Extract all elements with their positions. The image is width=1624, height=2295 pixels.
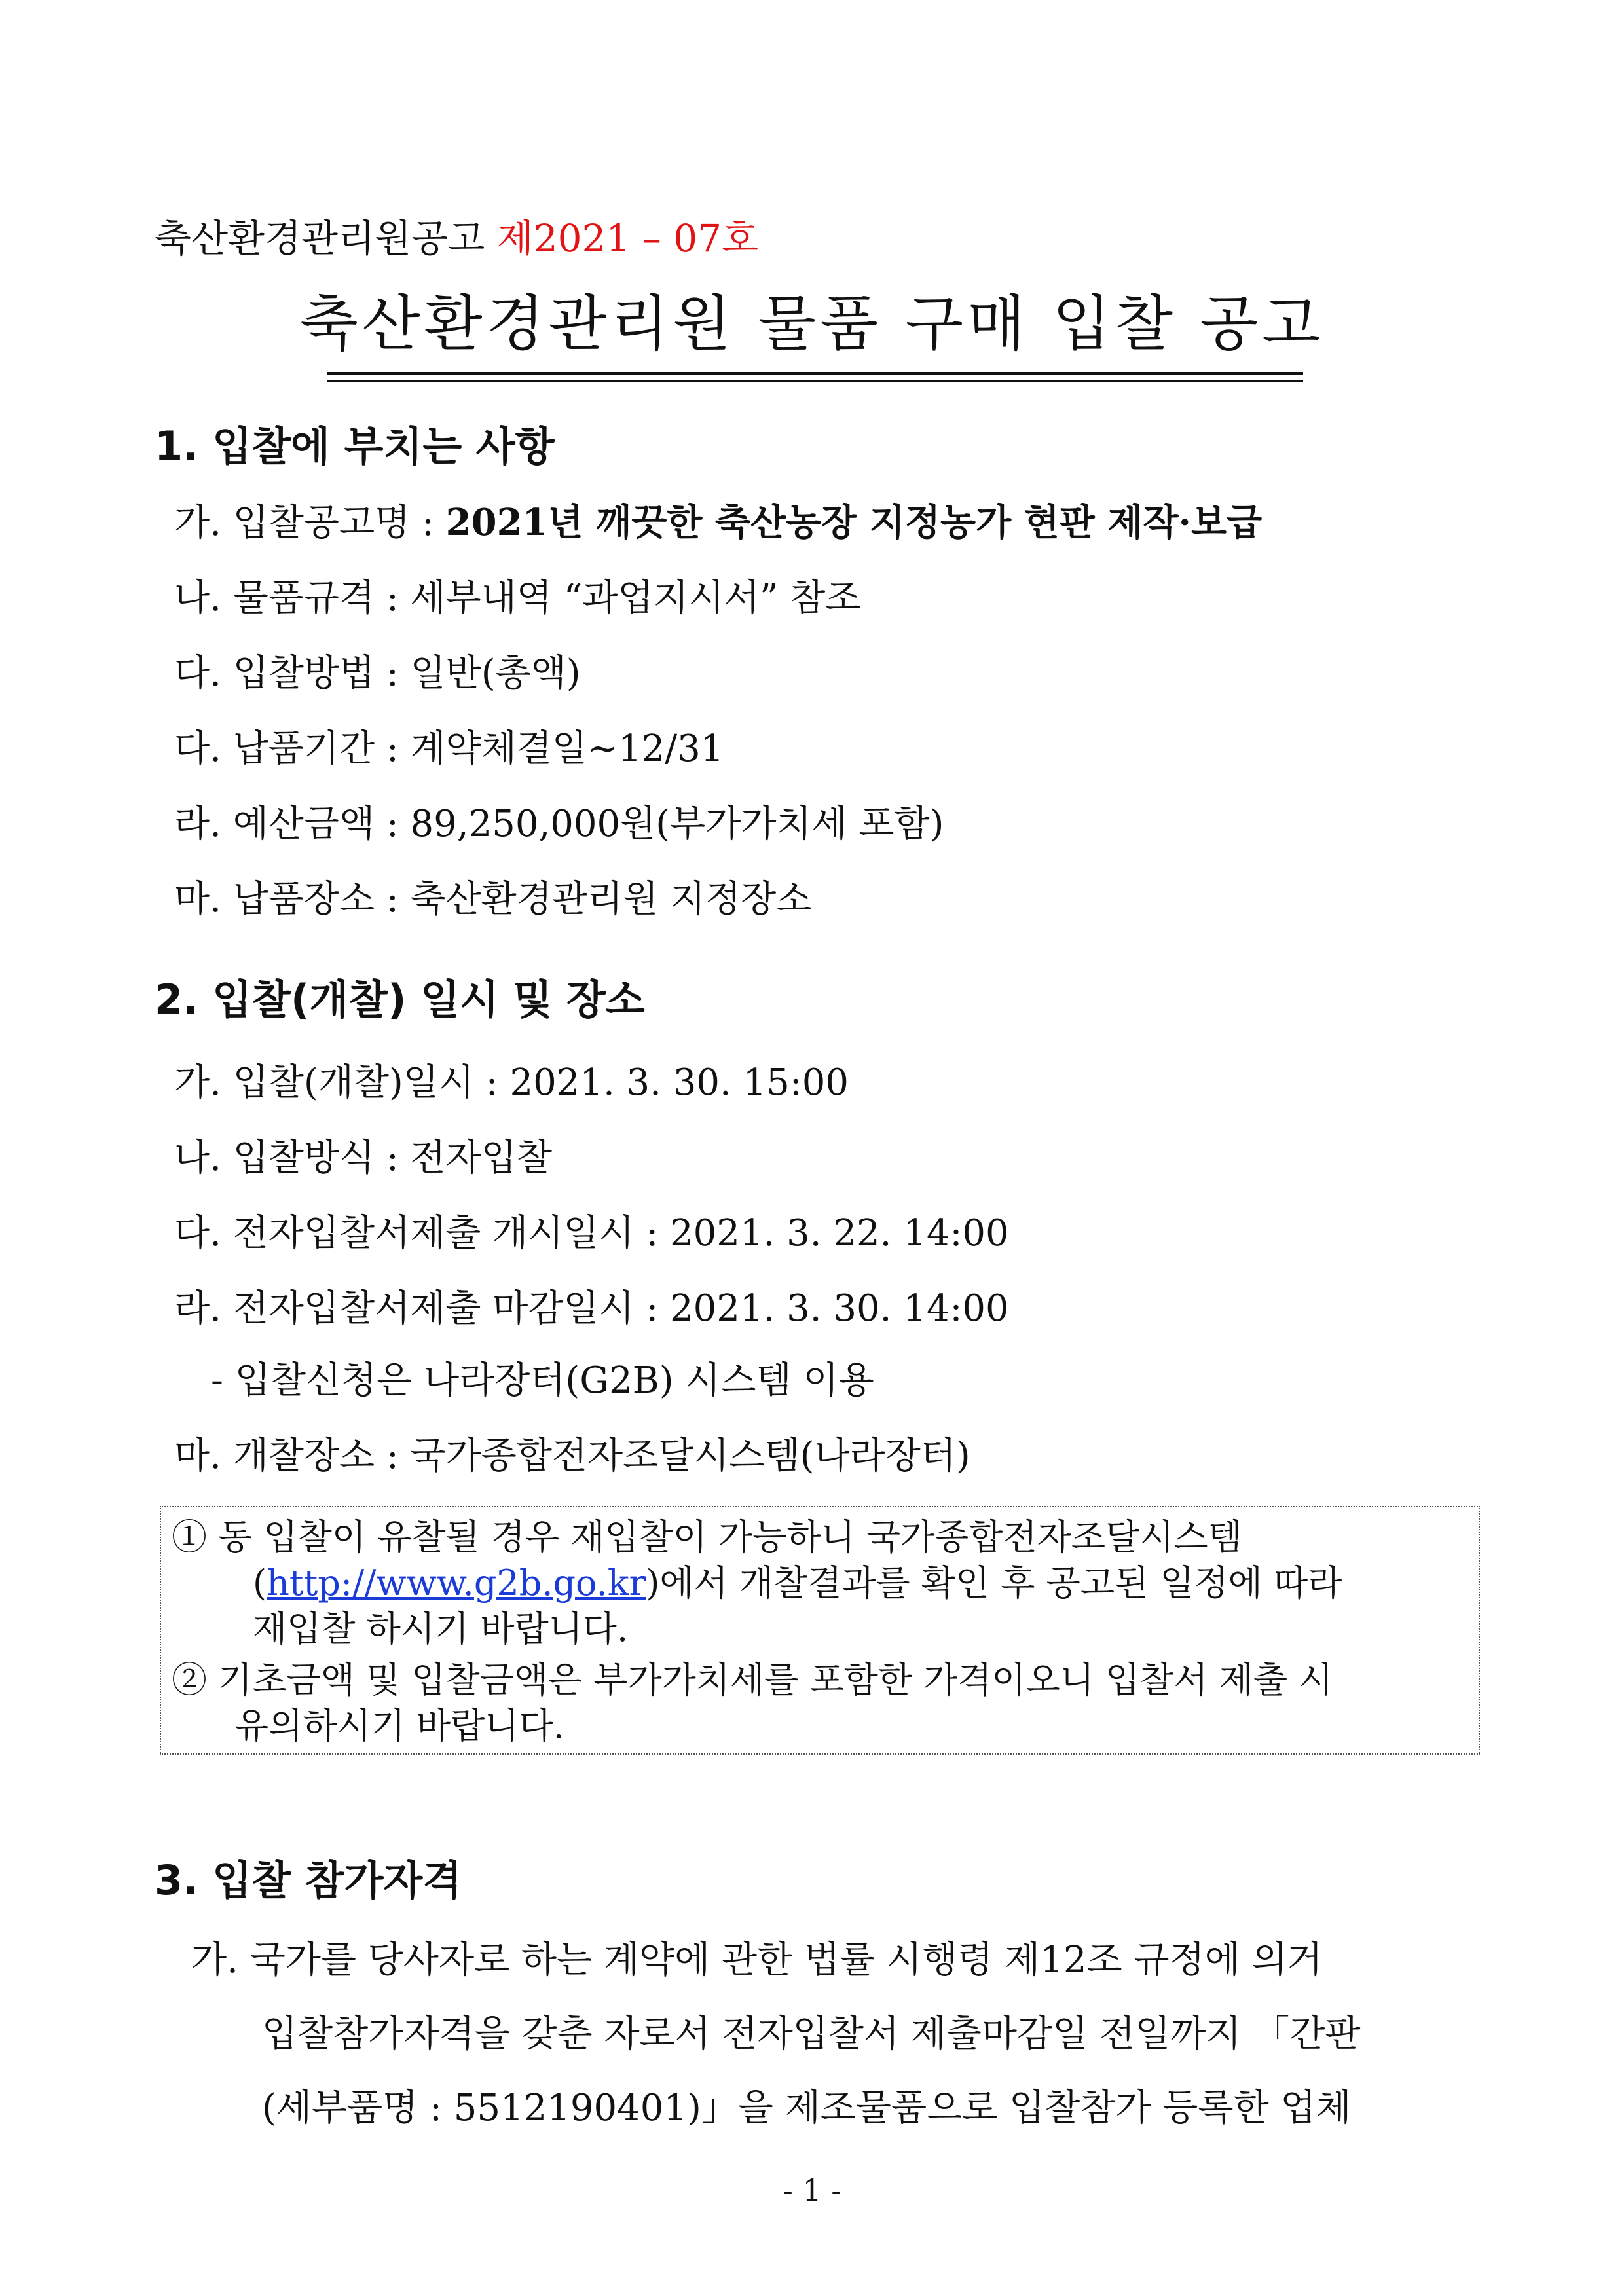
section-2-item-e: 마. 개찰장소 : 국가종합전자조달시스템(나라장터)	[174, 1435, 970, 1477]
section-1-item-c: 다. 입찰방법 : 일반(총액)	[174, 652, 581, 695]
note-2-line-1: ② 기초금액 및 입찰금액은 부가가치세를 포함한 가격이오니 입찰서 제출 시	[172, 1659, 1333, 1700]
section-3-item-a-line-2: 입찰참가자격을 갖춘 자로서 전자입찰서 제출마감일 전일까지 「간판	[262, 2013, 1361, 2055]
section-2-item-a: 가. 입찰(개찰)일시 : 2021. 3. 30. 15:00	[174, 1061, 849, 1104]
note-1-line-3: 재입찰 하시기 바랍니다.	[253, 1608, 629, 1649]
item-a-value: 2021년 깨끗한 축산농장 지정농가 현판 제작·보급	[445, 501, 1263, 544]
section-3-item-a-line-3: (세부품명 : 5512190401)」을 제조물품으로 입찰참가 등록한 업체	[262, 2087, 1352, 2129]
section-1-item-b: 나. 물품규격 : 세부내역 “과업지시서” 참조	[174, 577, 861, 619]
section-2-item-b: 나. 입찰방식 : 전자입찰	[174, 1137, 552, 1179]
note-1-paren: (	[253, 1562, 267, 1604]
section-1-item-f: 마. 납품장소 : 축산환경관리원 지정장소	[174, 878, 812, 921]
note-2-line-2: 유의하시기 바랍니다.	[234, 1705, 564, 1746]
section-1-item-a	[174, 501, 1262, 545]
title-underline-2	[327, 380, 1303, 382]
section-1-item-e: 라. 예산금액 : 89,250,000원(부가가치세 포함)	[174, 803, 944, 845]
note-1-line-1: ① 동 입찰이 유찰될 경우 재입찰이 가능하니 국가종합전자조달시스템	[172, 1516, 1242, 1558]
note-1-line-2	[253, 1562, 1342, 1605]
announcement-org: 축산환경관리원공고	[155, 216, 485, 261]
note-1-line-2-rest: )에서 개찰결과를 확인 후 공고된 일정에 따라	[646, 1562, 1342, 1604]
section-2-subnote: - 입찰신청은 나라장터(G2B) 시스템 이용	[211, 1359, 874, 1402]
title-underline	[327, 372, 1303, 375]
document-title: 축산환경관리원 물품 구매 입찰 공고	[299, 289, 1325, 359]
section-3-item-a-line-1: 가. 국가를 당사자로 하는 계약에 관한 법률 시행령 제12조 규정에 의거	[191, 1939, 1323, 1981]
section-1-heading: 1. 입찰에 부치는 사항	[155, 422, 555, 470]
section-2-item-d: 라. 전자입찰서제출 마감일시 : 2021. 3. 30. 14:00	[174, 1287, 1009, 1330]
section-3-heading: 3. 입찰 참가자격	[155, 1856, 462, 1904]
g2b-link[interactable]: http://www.g2b.go.kr	[267, 1562, 646, 1604]
announcement-id: 제2021 – 07호	[496, 216, 759, 261]
section-1-item-d: 다. 납품기간 : 계약체결일~12/31	[174, 727, 724, 770]
page-number: - 1 -	[783, 2173, 841, 2208]
notes-box	[160, 1506, 1480, 1755]
section-2-heading: 2. 입찰(개찰) 일시 및 장소	[155, 976, 645, 1023]
section-2-item-c: 다. 전자입찰서제출 개시일시 : 2021. 3. 22. 14:00	[174, 1212, 1009, 1255]
item-a-label: 가. 입찰공고명 :	[174, 502, 446, 544]
announcement-number	[155, 216, 758, 262]
